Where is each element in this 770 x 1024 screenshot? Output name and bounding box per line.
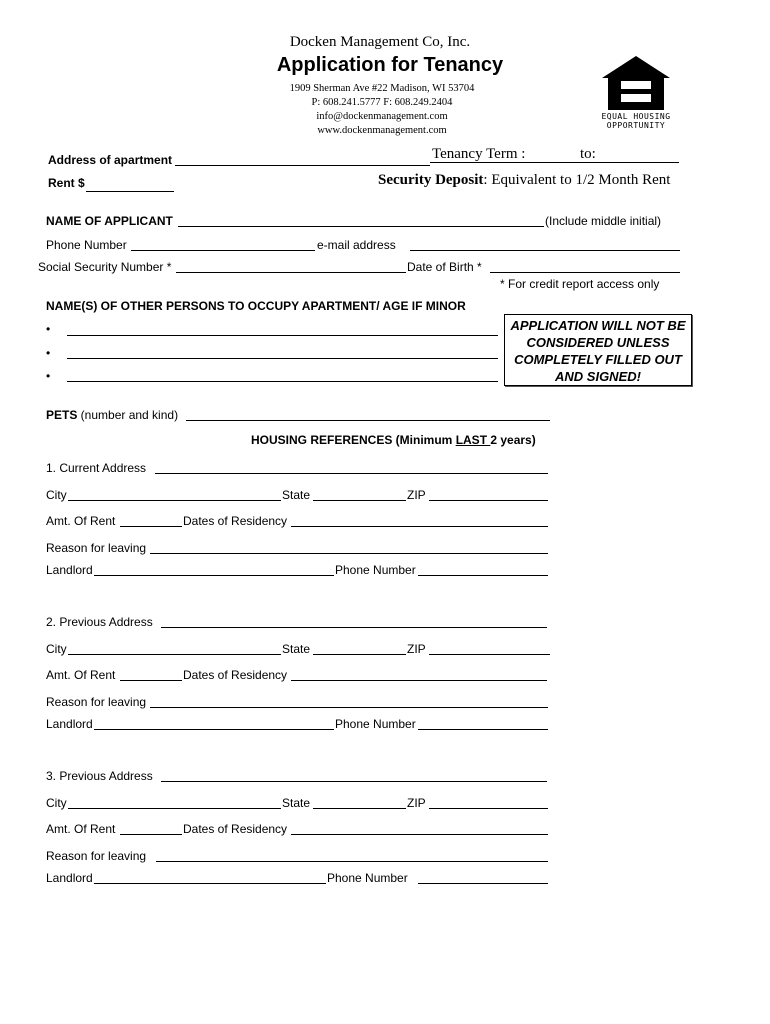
company-address: 1909 Sherman Ave #22 Madison, WI 53704 [289, 83, 475, 94]
reference-2-state-label: State [282, 642, 311, 656]
reference-2-landlord-label: Landlord [46, 717, 93, 731]
application-notice [504, 314, 692, 386]
reference-1-dates-field[interactable] [291, 526, 548, 527]
reference-1-city-field[interactable] [68, 500, 281, 501]
tenancy-to-label: to: [580, 146, 596, 162]
reference-3-address-label: 3. Previous Address [46, 769, 153, 783]
reference-3-landlord-field[interactable] [94, 883, 326, 884]
applicant-name-label: NAME OF APPLICANT [46, 214, 173, 228]
reference-1-zip-label: ZIP [407, 488, 426, 502]
reference-3-rent-label: Amt. Of Rent [46, 822, 116, 836]
reference-2-zip-field[interactable] [429, 654, 550, 655]
dob-label: Date of Birth * [407, 260, 482, 274]
company-phone-fax: P: 608.241.5777 F: 608.249.2404 [311, 97, 453, 108]
phone-field[interactable] [131, 250, 315, 251]
reference-2-reason-label: Reason for leaving [46, 695, 147, 709]
security-deposit-label: Security Deposit [378, 172, 484, 188]
reference-1-state-label: State [282, 488, 311, 502]
reference-1-reason-field[interactable] [150, 553, 548, 554]
pets-field[interactable] [186, 420, 550, 421]
company-name: Docken Management Co, Inc. [289, 34, 471, 50]
email-field[interactable] [410, 250, 680, 251]
reference-1-zip-field[interactable] [429, 500, 548, 501]
apartment-address-label: Address of apartment [48, 153, 173, 167]
logo-text-line-1: EQUAL HOUSING [601, 112, 671, 121]
reference-2-dates-label: Dates of Residency [183, 668, 288, 682]
security-deposit [378, 172, 670, 189]
reference-2-rent-field[interactable] [120, 680, 182, 681]
house-icon [596, 54, 676, 110]
tenancy-term-label: Tenancy Term : [432, 146, 526, 162]
reference-2-zip-label: ZIP [407, 642, 426, 656]
reference-1-rent-label: Amt. Of Rent [46, 514, 116, 528]
pets-label: PETS [46, 408, 78, 422]
notice-line-2: CONSIDERED UNLESS [526, 335, 670, 350]
reference-3-state-label: State [282, 796, 311, 810]
reference-2-reason-field[interactable] [150, 707, 548, 708]
pets-hint: (number and kind) [77, 408, 179, 422]
reference-1-phone-label: Phone Number [335, 563, 416, 577]
rent-field[interactable] [86, 191, 174, 192]
occupant-field-3[interactable] [67, 381, 498, 382]
reference-3-city-label: City [46, 796, 67, 810]
ssn-field[interactable] [176, 272, 406, 273]
company-email: info@dockenmanagement.com [316, 111, 448, 122]
heading-part: HOUSING REFERENCES (Minimum [251, 433, 456, 447]
reference-2-rent-label: Amt. Of Rent [46, 668, 116, 682]
applicant-name-field[interactable] [178, 226, 544, 227]
reference-3-address-field[interactable] [161, 781, 547, 782]
notice-line-1: APPLICATION WILL NOT BE [510, 318, 686, 333]
reference-2-address-label: 2. Previous Address [46, 615, 153, 629]
reference-1-address-field[interactable] [155, 473, 548, 474]
reference-3-landlord-label: Landlord [46, 871, 93, 885]
apartment-address-field[interactable] [175, 165, 430, 166]
reference-3-rent-field[interactable] [120, 834, 182, 835]
reference-3-state-field[interactable] [313, 808, 406, 809]
reference-3-zip-field[interactable] [429, 808, 548, 809]
form-title: Application for Tenancy [276, 54, 504, 76]
security-deposit-value: : Equivalent to 1/2 Month Rent [483, 172, 671, 188]
heading-emphasis: LAST [455, 433, 491, 447]
reference-2-state-field[interactable] [313, 654, 406, 655]
reference-1-rent-field[interactable] [120, 526, 182, 527]
reference-3-dates-label: Dates of Residency [183, 822, 288, 836]
occupant-field-2[interactable] [67, 358, 498, 359]
bullet: • [46, 322, 51, 336]
reference-2-city-field[interactable] [68, 654, 281, 655]
reference-2-city-label: City [46, 642, 67, 656]
reference-1-reason-label: Reason for leaving [46, 541, 147, 555]
reference-1-state-field[interactable] [313, 500, 406, 501]
reference-3-reason-label: Reason for leaving [46, 849, 147, 863]
reference-3-phone-field[interactable] [418, 883, 548, 884]
bullet: • [46, 346, 51, 360]
company-website: www.dockenmanagement.com [317, 125, 447, 136]
ssn-label: Social Security Number * [38, 260, 172, 274]
reference-1-phone-field[interactable] [418, 575, 548, 576]
phone-label: Phone Number [46, 238, 127, 252]
dob-field[interactable] [490, 272, 680, 273]
reference-2-landlord-field[interactable] [94, 729, 334, 730]
reference-2-address-field[interactable] [161, 627, 547, 628]
bullet: • [46, 369, 51, 383]
notice-line-4: AND SIGNED! [555, 369, 641, 384]
rent-label: Rent $ [48, 176, 85, 190]
reference-2-phone-label: Phone Number [335, 717, 416, 731]
reference-2-phone-field[interactable] [418, 729, 548, 730]
applicant-name-hint: (Include middle initial) [545, 214, 662, 228]
reference-3-reason-field[interactable] [156, 861, 548, 862]
reference-1-address-label: 1. Current Address [46, 461, 147, 475]
reference-3-phone-label: Phone Number [327, 871, 408, 885]
reference-1-landlord-label: Landlord [46, 563, 93, 577]
reference-3-city-field[interactable] [68, 808, 281, 809]
notice-line-3: COMPLETELY FILLED OUT [514, 352, 682, 367]
reference-1-dates-label: Dates of Residency [183, 514, 288, 528]
reference-3-dates-field[interactable] [291, 834, 548, 835]
credit-note: * For credit report access only [500, 277, 660, 291]
housing-references-heading [251, 433, 536, 447]
reference-1-landlord-field[interactable] [94, 575, 334, 576]
tenancy-term-field[interactable] [430, 162, 679, 163]
reference-3-zip-label: ZIP [407, 796, 426, 810]
heading-part: 2 years) [490, 433, 536, 447]
equal-housing-logo [596, 54, 676, 134]
reference-1-city-label: City [46, 488, 67, 502]
email-label: e-mail address [317, 238, 396, 252]
logo-text-line-2: OPPORTUNITY [606, 121, 666, 130]
occupant-field-1[interactable] [67, 335, 498, 336]
occupants-heading: NAME(S) OF OTHER PERSONS TO OCCUPY APARTMENT/ AGE IF MINOR [46, 299, 466, 313]
pets [46, 408, 178, 422]
reference-2-dates-field[interactable] [291, 680, 547, 681]
